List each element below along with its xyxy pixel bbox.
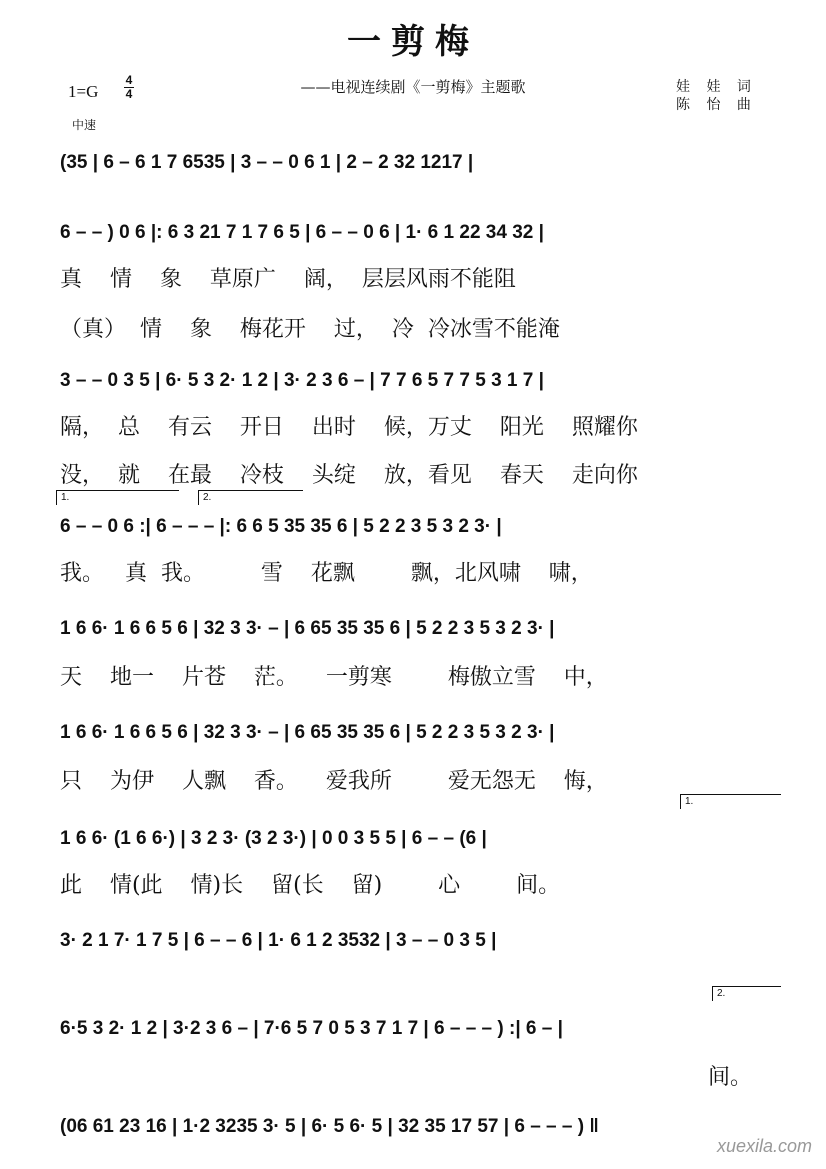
volta-second: 2. [712, 986, 781, 1001]
notation-row [44, 1012, 784, 1046]
notation-row [44, 924, 784, 958]
lyric-line: 只 为伊 人飘 香。 爱我所 爱无怨无 悔， [60, 769, 608, 794]
lyric-line: 隔， 总 有云 开日 出时 候，万丈 阳光 照耀你 [60, 415, 638, 440]
lyric-line: 我。 真 我。 雪 花飘 飘，北风啸 啸， [60, 561, 593, 586]
tempo-marking: 中速 [72, 118, 97, 132]
lyric-line: 此 情(此 情)长 留(长 留) 心 间。 [60, 873, 561, 898]
time-top: 4 [125, 73, 133, 87]
notation-line-9: 6·5 3 2· 1 2 | 3·2 3 6 – | 7·6 5 7 0 5 3 7 1 7 | 6 – – – ) :| 6 – | [60, 1018, 563, 1039]
lyricist-credit: 娃 娃 词 [676, 79, 757, 95]
key-signature: 1=G [68, 82, 99, 101]
subtitle: ——电视连续剧《一剪梅》主题歌 [300, 78, 526, 96]
volta-first: 1. [56, 490, 179, 505]
notation-row [44, 716, 784, 750]
notation-row [44, 1110, 784, 1144]
notation-line-7: 1 6 6· (1 6 6·) | 3 2 3· (3 2 3·) | 0 0 3 5 5 | 6 – – (6 | [60, 828, 487, 849]
composer-credit: 陈 怡 曲 [676, 97, 757, 113]
lyric-line: 真 情 象 草原广 阔， 层层风雨不能阻 [60, 267, 516, 292]
notation-row [44, 364, 784, 398]
notation-line-1: (35 | 6 – 6 1 7 6535 | 3 – – 0 6 1 | 2 – 2 32 1217 | [60, 152, 474, 173]
lyric-line: 间。 [708, 1065, 753, 1090]
lyric-line: 天 地一 片苍 茫。 一剪寒 梅傲立雪 中， [60, 665, 608, 690]
volta-first: 1. [680, 794, 781, 809]
notation-line-8: 3· 2 1 7· 1 7 5 | 6 – – 6 | 1· 6 1 2 3532 | 3 – – 0 3 5 | [60, 930, 497, 951]
notation-row [44, 146, 784, 180]
notation-line-3: 3 – – 0 3 5 | 6· 5 3 2· 1 2 | 3· 2 3 6 – | 7 7 6 5 7 7 5 3 1 7 | [60, 370, 544, 391]
notation-line-4: 6 – – 0 6 :| 6 – – – |: 6 6 5 35 35 6 | 5 2 2 3 5 3 2 3· | [60, 516, 502, 537]
notation-row [44, 216, 784, 250]
lyric-line: 没， 就 在最 冷枝 头绽 放，看见 春天 走向你 [60, 463, 638, 488]
time-bottom: 4 [125, 87, 133, 101]
notation-line-2: 6 – – ) 0 6 |: 6 3 21 7 1 7 6 5 | 6 – – 0 6 | 1· 6 1 22 34 32 | [60, 222, 544, 243]
notation-line-10: (06 61 23 16 | 1·2 3235 3· 5 | 6· 5 6· 5 | 32 35 17 57 | 6 – – – ) ‖ [60, 1116, 599, 1137]
notation-row [44, 822, 784, 856]
notation-line-5: 1 6 6· 1 6 6 5 6 | 32 3 3· – | 6 65 35 35 6 | 5 2 2 3 5 3 2 3· | [60, 618, 555, 639]
notation-row [44, 510, 784, 544]
notation-row [44, 612, 784, 646]
song-title: 一剪梅 [347, 22, 479, 62]
volta-second: 2. [198, 490, 303, 505]
lyric-line: （真） 情 象 梅花开 过， 冷 冷冰雪不能淹 [60, 317, 560, 342]
notation-line-6: 1 6 6· 1 6 6 5 6 | 32 3 3· – | 6 65 35 35 6 | 5 2 2 3 5 3 2 3· | [60, 722, 555, 743]
watermark: xuexila.com [716, 1136, 812, 1156]
